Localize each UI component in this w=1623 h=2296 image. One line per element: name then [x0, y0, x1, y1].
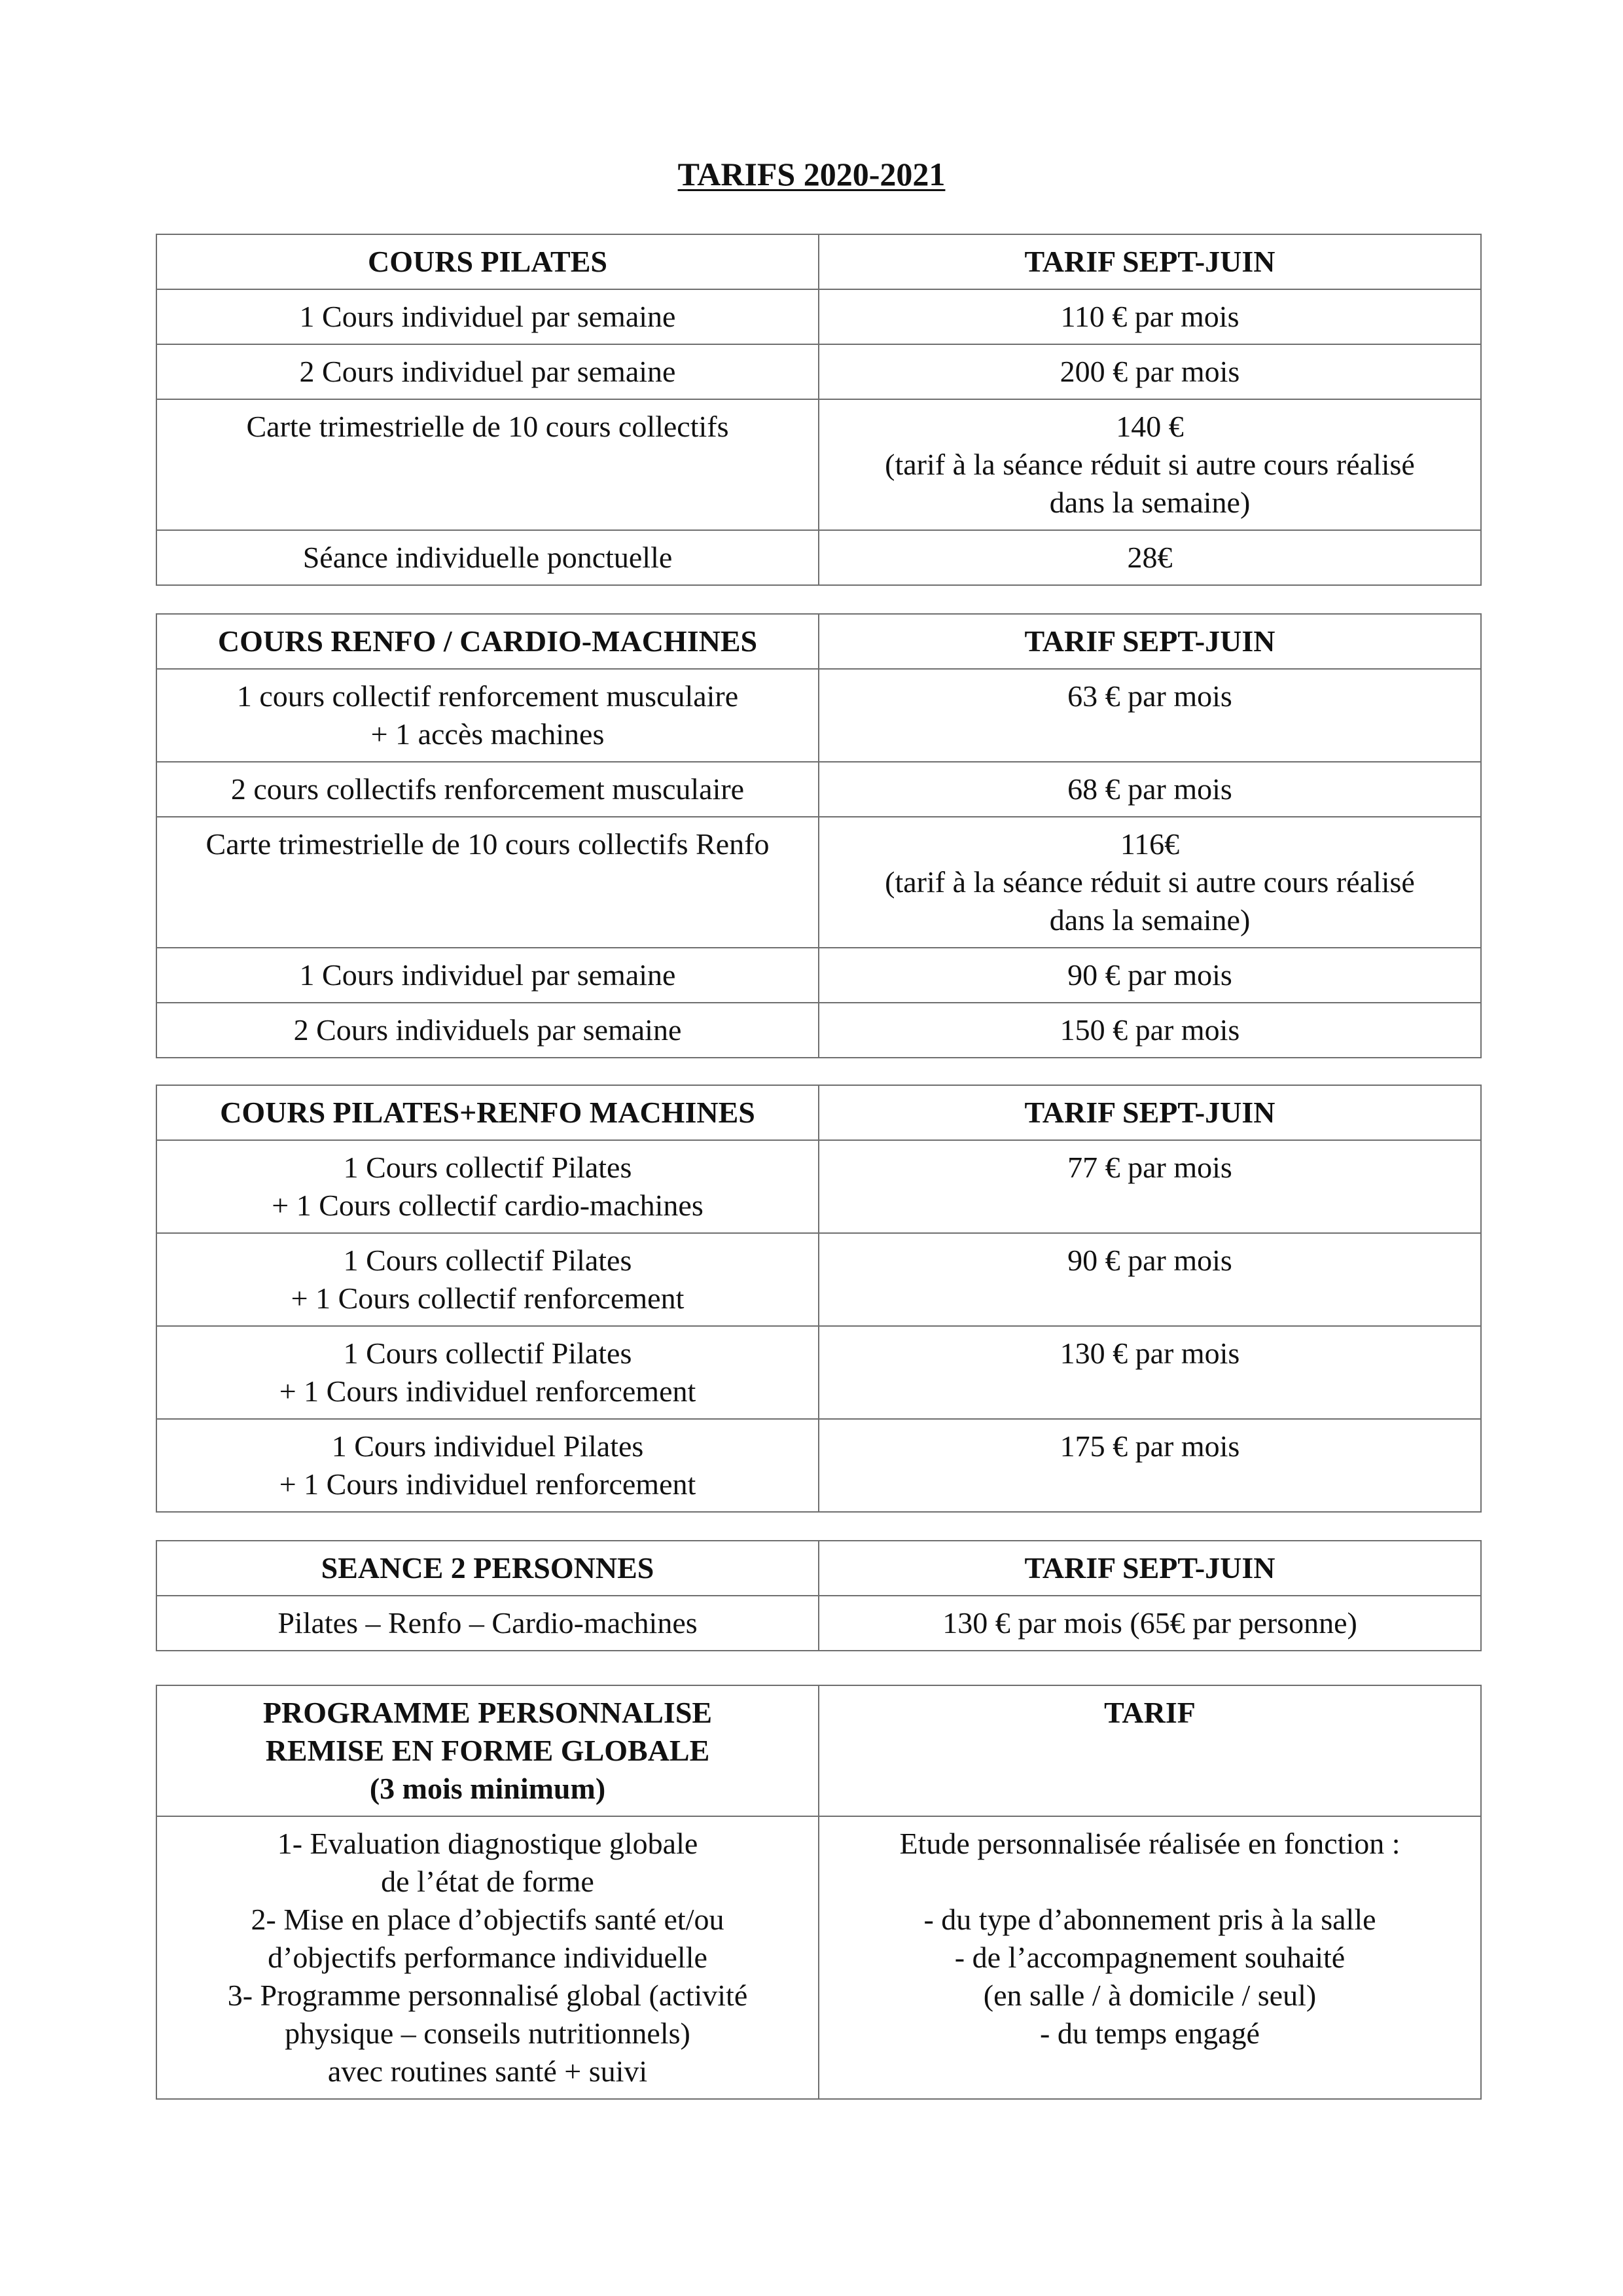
table-row [156, 1596, 1481, 1651]
price-cell: 68 € par mois [819, 762, 1481, 817]
table-row [156, 1419, 1481, 1512]
table-row [156, 1003, 1481, 1058]
price-cell: 77 € par mois [819, 1140, 1481, 1233]
course-cell: 1 Cours individuel Pilates + 1 Cours individuel renforcement [156, 1419, 819, 1512]
price-cell: 200 € par mois [819, 344, 1481, 399]
course-column-header: COURS RENFO / CARDIO-MACHINES [156, 614, 819, 669]
price-cell: 150 € par mois [819, 1003, 1481, 1058]
price-column-header: TARIF SEPT-JUIN [819, 1085, 1481, 1140]
course-cell: 1 cours collectif renforcement musculaire + 1 accès machines [156, 669, 819, 762]
personalized-program-pricing-table [156, 1685, 1482, 2100]
table-header-row [156, 234, 1481, 289]
course-cell: 1 Cours collectif Pilates + 1 Cours collectif renforcement [156, 1233, 819, 1326]
program-column-header: PROGRAMME PERSONNALISE REMISE EN FORME GLOBALE (3 mois minimum) [156, 1685, 819, 1816]
table-row [156, 289, 1481, 344]
course-column-header: COURS PILATES+RENFO MACHINES [156, 1085, 819, 1140]
price-column-header: TARIF SEPT-JUIN [819, 1541, 1481, 1596]
table-header-row [156, 1685, 1481, 1816]
course-cell: Séance individuelle ponctuelle [156, 530, 819, 585]
table-row [156, 530, 1481, 585]
table-row [156, 948, 1481, 1003]
price-cell: 28€ [819, 530, 1481, 585]
table-row [156, 344, 1481, 399]
price-cell: 90 € par mois [819, 1233, 1481, 1326]
price-conditions-cell: Etude personnalisée réalisée en fonction : - du type d’abonnement pris à la salle - de l’accompagnement souhaité (en salle / à domicile / seul) - du temps engagé [819, 1816, 1481, 2099]
price-cell: 90 € par mois [819, 948, 1481, 1003]
course-cell: 2 Cours individuels par semaine [156, 1003, 819, 1058]
table-header-row [156, 614, 1481, 669]
course-column-header: SEANCE 2 PERSONNES [156, 1541, 819, 1596]
course-cell: Carte trimestrielle de 10 cours collectifs [156, 399, 819, 530]
course-cell: 1 Cours individuel par semaine [156, 289, 819, 344]
price-cell: 140 € (tarif à la séance réduit si autre cours réalisé dans la semaine) [819, 399, 1481, 530]
price-column-header: TARIF SEPT-JUIN [819, 614, 1481, 669]
table-row [156, 1326, 1481, 1419]
course-cell: 2 cours collectifs renforcement musculaire [156, 762, 819, 817]
price-cell: 175 € par mois [819, 1419, 1481, 1512]
price-cell: 63 € par mois [819, 669, 1481, 762]
document-title: TARIFS 2020-2021 [677, 156, 946, 192]
course-cell: 1 Cours collectif Pilates + 1 Cours collectif cardio-machines [156, 1140, 819, 1233]
price-cell: 110 € par mois [819, 289, 1481, 344]
table-row [156, 399, 1481, 530]
price-column-header: TARIF [819, 1685, 1481, 1816]
price-cell: 116€ (tarif à la séance réduit si autre cours réalisé dans la semaine) [819, 817, 1481, 948]
course-cell: 2 Cours individuel par semaine [156, 344, 819, 399]
course-cell: 1 Cours individuel par semaine [156, 948, 819, 1003]
two-person-session-pricing-table [156, 1540, 1482, 1651]
price-cell: 130 € par mois (65€ par personne) [819, 1596, 1481, 1651]
table-row [156, 1233, 1481, 1326]
table-header-row [156, 1541, 1481, 1596]
pilates-renfo-combo-pricing-table [156, 1085, 1482, 1513]
table-header-row [156, 1085, 1481, 1140]
program-description-cell: 1- Evaluation diagnostique globale de l’état de forme 2- Mise en place d’objectifs santé et/ou d’objectifs performance individuelle 3- Programme personnalisé global (activité physique – conseils nutritionnels) avec routines santé + suivi [156, 1816, 819, 2099]
course-cell: Pilates – Renfo – Cardio-machines [156, 1596, 819, 1651]
course-cell: Carte trimestrielle de 10 cours collectifs Renfo [156, 817, 819, 948]
renfo-cardio-pricing-table [156, 613, 1482, 1058]
table-row [156, 817, 1481, 948]
table-row [156, 669, 1481, 762]
price-column-header: TARIF SEPT-JUIN [819, 234, 1481, 289]
table-row [156, 1140, 1481, 1233]
course-cell: 1 Cours collectif Pilates + 1 Cours individuel renforcement [156, 1326, 819, 1419]
table-row [156, 1816, 1481, 2099]
table-row [156, 762, 1481, 817]
pilates-pricing-table [156, 234, 1482, 586]
price-cell: 130 € par mois [819, 1326, 1481, 1419]
course-column-header: COURS PILATES [156, 234, 819, 289]
